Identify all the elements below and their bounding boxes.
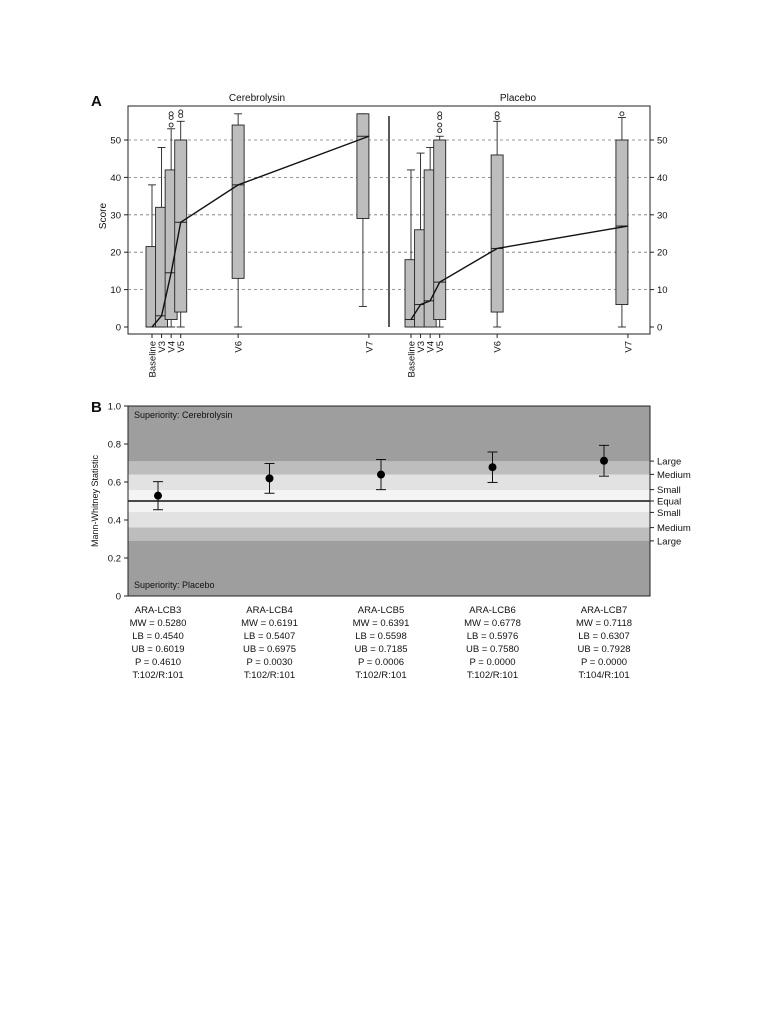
effect-band <box>128 512 650 527</box>
point-caption-name: ARA-LCB7 <box>580 605 628 616</box>
point-caption-line: UB = 0.7928 <box>577 644 631 655</box>
x-tick-label: V6 <box>233 341 245 353</box>
y-tick-label: 0.6 <box>107 477 121 489</box>
group-title-placebo: Placebo <box>499 93 537 104</box>
panel-a <box>91 93 668 377</box>
effect-size-label: Small <box>657 485 681 497</box>
effect-size-label: Equal <box>657 496 682 508</box>
panel-b-y-axis-title: Mann-Whitney Statistic <box>90 454 100 548</box>
box-iqr <box>491 155 503 312</box>
point-caption-name: ARA-LCB4 <box>246 605 293 616</box>
superiority-placebo-label: Superiority: Placebo <box>134 580 215 590</box>
panel-b-effect-bands <box>128 406 650 596</box>
effect-size-label: Small <box>657 507 681 519</box>
effect-size-label: Large <box>657 536 682 548</box>
point-caption-line: MW = 0.6191 <box>241 618 298 629</box>
box-placebo-v7 <box>616 112 628 327</box>
mw-point <box>600 457 608 465</box>
point-caption-line: UB = 0.7580 <box>465 644 520 655</box>
mw-point <box>154 492 162 500</box>
y-tick-label: 0.2 <box>107 553 121 565</box>
y-tick-label-left: 20 <box>110 247 121 259</box>
box-placebo-v6 <box>491 112 503 327</box>
box-cerebrolysin-v7 <box>357 114 369 307</box>
y-tick-label-right: 50 <box>657 135 668 147</box>
y-tick-label-right: 0 <box>657 322 663 334</box>
point-caption-line: LB = 0.5976 <box>466 631 519 642</box>
superiority-cerebrolysin-label: Superiority: Cerebrolysin <box>134 410 233 420</box>
point-caption-name: ARA-LCB5 <box>357 605 405 616</box>
x-tick-label: Baseline <box>406 341 418 378</box>
y-tick-label-right: 30 <box>657 210 668 222</box>
point-caption-line: MW = 0.6778 <box>464 618 521 629</box>
point-caption-line: MW = 0.5280 <box>129 618 187 629</box>
y-tick-label: 0.4 <box>107 515 121 527</box>
box-placebo-v5 <box>434 112 446 327</box>
box-iqr <box>357 114 369 219</box>
box-iqr <box>616 140 628 305</box>
mw-point <box>266 474 274 482</box>
point-caption-line: T:102/R:101 <box>132 670 184 681</box>
x-tick-label: V3 <box>157 341 169 353</box>
effect-band <box>128 528 650 541</box>
point-caption-line: LB = 0.5407 <box>243 631 296 642</box>
box-iqr <box>232 125 244 278</box>
x-tick-label: V7 <box>364 341 376 353</box>
mw-point <box>489 463 497 471</box>
box-cerebrolysin-v6 <box>232 114 244 327</box>
outlier-point <box>438 123 442 127</box>
box-cerebrolysin-v5 <box>175 110 187 327</box>
outlier-point <box>620 112 624 116</box>
effect-band <box>128 474 650 489</box>
point-caption-line: T:102/R:101 <box>243 670 296 681</box>
point-caption-line: P = 0.0000 <box>469 657 516 668</box>
y-tick-label-left: 30 <box>110 210 121 222</box>
point-caption-name: ARA-LCB3 <box>134 605 182 616</box>
y-tick-label: 0 <box>115 591 121 603</box>
panel-b-effect-size-labels <box>650 457 691 548</box>
y-tick-label-right: 40 <box>657 172 668 184</box>
point-caption-line: P = 0.0000 <box>580 657 628 668</box>
panel-b-point-captions <box>130 605 632 681</box>
x-tick-label: V4 <box>425 341 437 353</box>
panel-a-y-axis-title: Score <box>98 202 109 230</box>
x-tick-label: V5 <box>435 341 447 353</box>
y-tick-label-left: 0 <box>115 322 121 334</box>
y-tick-label-left: 50 <box>110 135 121 147</box>
point-caption-line: MW = 0.6391 <box>352 618 410 629</box>
panel-a-boxes <box>146 110 628 327</box>
effect-size-label: Medium <box>657 523 691 535</box>
point-caption-line: LB = 0.4540 <box>132 631 184 642</box>
y-tick-label-left: 10 <box>110 285 121 297</box>
x-tick-label: V3 <box>416 341 428 353</box>
effect-size-label: Large <box>657 456 682 468</box>
y-tick-label-right: 20 <box>657 247 668 259</box>
point-caption-line: P = 0.0006 <box>357 657 405 668</box>
x-tick-label: V6 <box>492 341 504 353</box>
effect-band <box>128 461 650 474</box>
point-caption-line: T:102/R:101 <box>466 670 519 681</box>
point-caption-line: UB = 0.6975 <box>242 644 297 655</box>
y-tick-label-left: 40 <box>110 172 121 184</box>
x-tick-label: V4 <box>166 341 178 353</box>
point-caption-line: UB = 0.7185 <box>354 644 408 655</box>
point-caption-line: P = 0.4610 <box>134 657 182 668</box>
box-iqr <box>434 140 446 320</box>
group-title-cerebrolysin: Cerebrolysin <box>228 93 286 104</box>
x-tick-label: V5 <box>176 341 188 353</box>
panel-b-y-ticks <box>108 402 128 603</box>
point-caption-line: UB = 0.6019 <box>131 644 185 655</box>
x-tick-label: V7 <box>623 341 635 353</box>
effect-size-label: Medium <box>657 469 691 481</box>
outlier-point <box>169 123 173 127</box>
y-tick-label: 0.8 <box>107 439 121 451</box>
panel-a-x-ticks <box>148 334 635 377</box>
point-caption-line: T:102/R:101 <box>355 670 407 681</box>
mw-point <box>377 471 385 479</box>
x-tick-label: Baseline <box>147 341 159 378</box>
y-tick-label-right: 10 <box>657 285 668 297</box>
point-caption-name: ARA-LCB6 <box>469 605 516 616</box>
point-caption-line: T:104/R:101 <box>578 670 630 681</box>
panel-a-label: A <box>91 93 102 110</box>
point-caption-line: LB = 0.6307 <box>578 631 630 642</box>
y-tick-label: 1.0 <box>107 401 121 413</box>
panel-b <box>90 399 691 681</box>
point-caption-line: MW = 0.7118 <box>575 618 633 629</box>
point-caption-line: LB = 0.5598 <box>355 631 407 642</box>
panel-b-label: B <box>91 399 102 416</box>
outlier-point <box>438 129 442 133</box>
point-caption-line: P = 0.0030 <box>246 657 293 668</box>
